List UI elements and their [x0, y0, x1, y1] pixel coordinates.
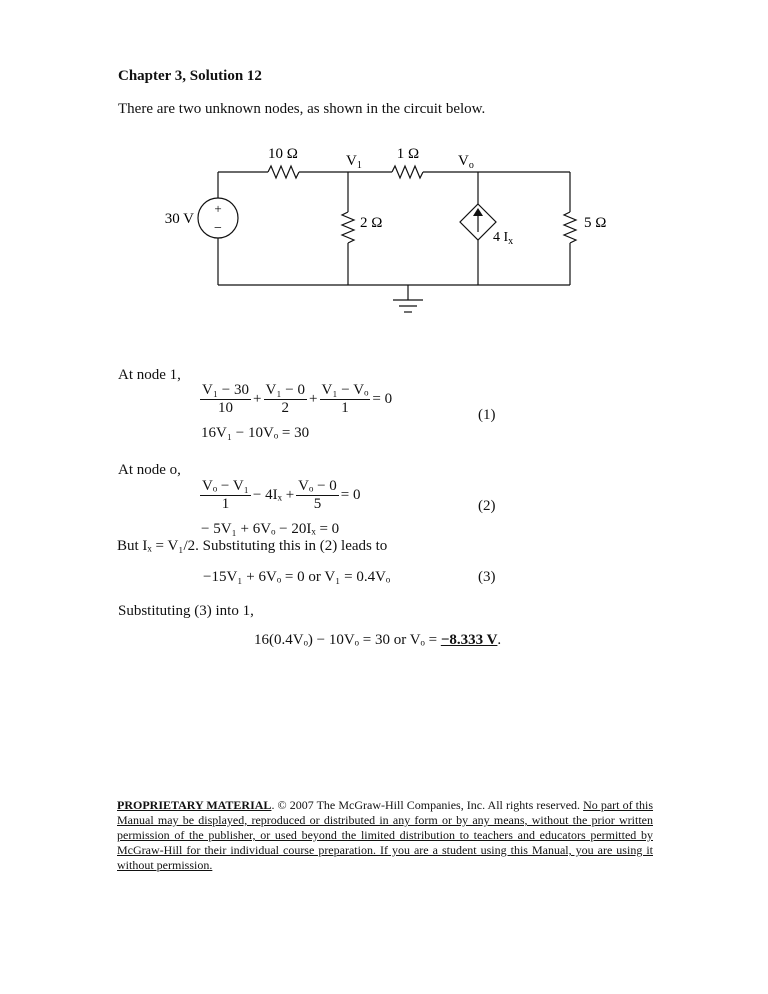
isource-i: 4 I — [493, 230, 509, 245]
node1-frac-3: $\frac{\text{V₁ − Vₒ}}{1}$ — [321, 382, 369, 416]
nodeo-v: V — [458, 153, 469, 169]
node1-label — [346, 153, 362, 171]
node1-frac-2: $\frac{\text{V₁ − 0}}{2}$ — [265, 382, 306, 416]
arrow-up-icon — [473, 208, 483, 216]
eq-number-1: (1) — [478, 407, 496, 423]
r1-label: 10 Ω — [268, 146, 298, 162]
circuit-diagram — [0, 0, 768, 340]
node1-equation: $\frac{\text{V₁ − 30}}{10}$ + $\frac{\text{V₁ − 0}}{2}$ + $\frac{\text{V₁ − Vₒ}}{1}$ = 0 — [202, 382, 393, 416]
resistor-2-ohm — [342, 212, 354, 243]
notice-heading: PROPRIETARY MATERIAL — [117, 798, 272, 812]
vsource-label: 30 V — [164, 211, 194, 227]
isource-label — [493, 230, 513, 247]
isource-sub: x — [508, 236, 514, 247]
intro-text: There are two unknown nodes, as shown in the circuit below. — [118, 101, 486, 117]
r3-label: 2 Ω — [360, 215, 383, 231]
notice-body: No part of this Manual may be displayed, reproduced or distributed in any form or by any means, without the prior written permission of the publisher, or used beyond the limited distribution to teachers and educators permitted by McGraw-Hill for their individual course preparation. If you are a student using this Manual, you are using it without permission. — [117, 798, 654, 872]
nodeo-heading: At node o, — [118, 462, 181, 478]
nodeo-label — [458, 153, 474, 171]
final-answer: −8.333 V — [440, 632, 498, 648]
resistor-5-ohm — [564, 212, 576, 243]
eq-number-3: (3) — [478, 569, 496, 585]
eq-number-2: (2) — [478, 498, 496, 514]
vsource-plus: + — [214, 201, 222, 216]
nodeo-frac-2: $\frac{\text{Vₒ − 0}}{5}$ — [298, 478, 337, 512]
step3-heading: Substituting (3) into 1, — [118, 603, 254, 619]
nodeo-simplified: − 5V₁ + 6Vₒ − 20Iₓ = 0 — [201, 521, 340, 537]
node1-frac-1: $\frac{\text{V₁ − 30}}{10}$ — [202, 382, 250, 416]
nodeo-frac-1: $\frac{\text{Vₒ − V₁}}{1}$ — [202, 478, 249, 512]
final-equation: 16(0.4Vₒ) − 10Vₒ = 30 or Vₒ = −8.333 V. — [254, 632, 502, 648]
vsource-minus: − — [214, 221, 222, 236]
resistor-10-ohm — [268, 166, 299, 178]
node1-v: V — [346, 153, 357, 169]
proprietary-notice: PROPRIETARY MATERIAL. © 2007 The McGraw-Hill Companies, Inc. All rights reserved. No part of this Manual may be displayed, reproduced or distributed in any form or by any means, without the prior written permission of the publisher, or used beyond the limited distribution to teachers and educators permitted by McGraw-Hill for their individual course preparation. If you are a student using this Manual, you are using it without permission. — [117, 798, 654, 872]
node1-heading: At node 1, — [118, 367, 181, 383]
r4-label: 5 Ω — [584, 215, 607, 231]
resistor-1-ohm — [392, 166, 423, 178]
r2-label: 1 Ω — [396, 146, 420, 162]
substitution-note: But Iₓ = V₁/2. Substituting this in (2) leads to — [117, 538, 388, 554]
page-title: Chapter 3, Solution 12 — [118, 68, 262, 84]
node1-simplified: 16V₁ − 10Vₒ = 30 — [201, 425, 310, 441]
step3-equation: −15V₁ + 6Vₒ = 0 or V₁ = 0.4Vₒ — [203, 569, 391, 585]
nodeo-equation: $\frac{\text{Vₒ − V₁}}{1}$ − 4Iₓ + $\frac{\text{Vₒ − 0}}{5}$ = 0 — [202, 478, 361, 512]
node1-sub: 1 — [356, 160, 362, 171]
nodeo-sub: o — [468, 160, 474, 171]
